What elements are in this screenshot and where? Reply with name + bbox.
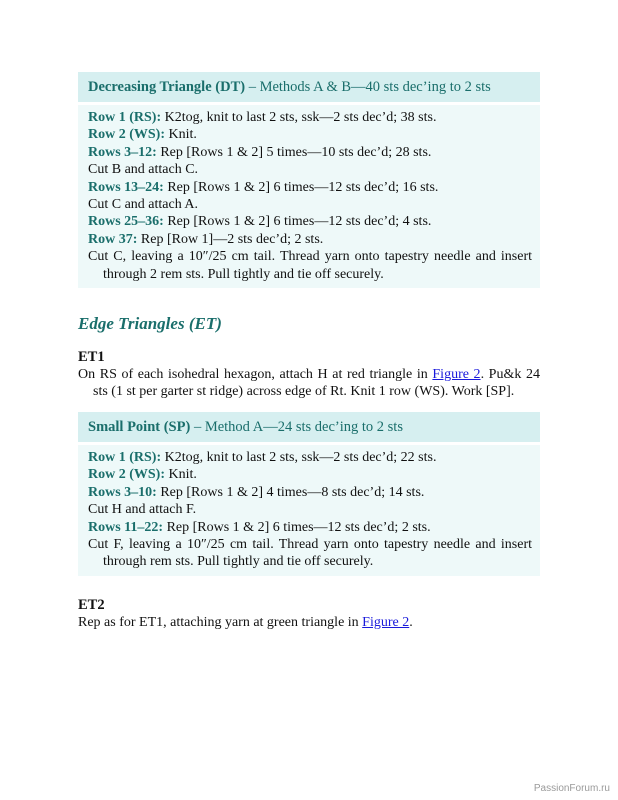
figure-2-link[interactable]: Figure 2 xyxy=(432,367,481,383)
row-text: K2tog, knit to last 2 sts, ssk—2 sts dec’d; 22 sts. xyxy=(161,449,437,465)
row-label: Row 2 (WS): xyxy=(88,467,165,483)
row-text: Cut B and attach C. xyxy=(88,162,199,178)
instruction-line xyxy=(88,449,532,466)
instruction-line xyxy=(88,231,532,248)
small-point-body xyxy=(78,445,540,576)
et1-heading: ET1 xyxy=(78,349,105,366)
row-text: Cut C and attach A. xyxy=(88,197,199,213)
instruction-line xyxy=(88,536,532,571)
et1-text-before: On RS of each isohedral hexagon, attach H at red triangle in xyxy=(78,367,433,383)
et2-text-before: Rep as for ET1, attaching yarn at green triangle in xyxy=(78,614,363,630)
et1-paragraph xyxy=(78,366,540,401)
instruction-line xyxy=(88,466,532,483)
row-text: Cut F, leaving a 10″/25 cm tail. Thread yarn onto tapestry needle and insert through rem sts. Pull tightly and tie off securely. xyxy=(88,536,532,570)
row-text: Cut C, leaving a 10″/25 cm tail. Thread yarn onto tapestry needle and insert through 2 rem sts. Pull tightly and tie off securely. xyxy=(88,249,532,282)
row-label: Rows 25–36: xyxy=(88,214,164,230)
row-label: Row 1 (RS): xyxy=(88,449,162,465)
instruction-line xyxy=(88,161,532,178)
row-text: Rep [Rows 1 & 2] 6 times—12 sts dec’d; 2 sts. xyxy=(163,519,431,535)
decreasing-triangle-box xyxy=(78,72,540,288)
et2-block xyxy=(78,596,540,631)
decreasing-triangle-subtitle: – Methods A & B—40 sts dec’ing to 2 sts xyxy=(245,79,491,95)
et2-paragraph xyxy=(78,614,540,631)
row-text: Knit. xyxy=(165,467,197,483)
row-label: Row 2 (WS): xyxy=(88,127,165,143)
row-text: Knit. xyxy=(165,127,197,143)
row-label: Rows 13–24: xyxy=(88,179,164,195)
row-text: Rep [Rows 1 & 2] 6 times—12 sts dec’d; 4 sts. xyxy=(163,214,432,230)
small-point-header xyxy=(78,412,540,442)
instruction-line xyxy=(88,484,532,501)
instruction-line xyxy=(88,519,532,536)
row-text: Rep [Rows 1 & 2] 6 times—12 sts dec’d; 16 sts. xyxy=(163,179,439,195)
et2-text-after: . xyxy=(409,614,413,630)
instruction-line xyxy=(88,501,532,518)
row-text: Rep [Rows 1 & 2] 4 times—8 sts dec’d; 14 sts. xyxy=(156,484,425,500)
instruction-line xyxy=(88,213,532,230)
small-point-box xyxy=(78,412,540,576)
instruction-line xyxy=(88,144,532,161)
row-text: K2tog, knit to last 2 sts, ssk—2 sts dec’d; 38 sts. xyxy=(161,110,437,125)
instruction-line xyxy=(88,179,532,196)
instruction-line xyxy=(88,109,532,126)
decreasing-triangle-body xyxy=(78,105,540,288)
decreasing-triangle-header xyxy=(78,72,540,102)
et2-heading: ET2 xyxy=(78,596,105,613)
instruction-line xyxy=(88,126,532,143)
row-text: Cut H and attach F. xyxy=(88,502,197,518)
small-point-subtitle: – Method A—24 sts dec’ing to 2 sts xyxy=(190,418,403,435)
watermark: PassionForum.ru xyxy=(533,783,610,794)
instruction-line xyxy=(88,196,532,213)
row-text: Rep [Row 1]—2 sts dec’d; 2 sts. xyxy=(137,231,324,247)
figure-2-link[interactable]: Figure 2 xyxy=(362,614,410,630)
row-label: Rows 3–12: xyxy=(88,144,157,160)
row-label: Row 37: xyxy=(88,231,138,247)
page-content xyxy=(78,72,540,631)
et1-text-after: . Pu&k 24 sts (1 st per garter st ridge) across edge of Rt. Knit 1 row (WS). Work [SP]. xyxy=(93,367,540,400)
row-label: Row 1 (RS): xyxy=(88,110,162,125)
section-title: Edge Triangles (ET) xyxy=(78,314,222,334)
row-text: Rep [Rows 1 & 2] 5 times—10 sts dec’d; 28 sts. xyxy=(156,144,432,160)
small-point-title: Small Point (SP) xyxy=(88,418,191,435)
row-label: Rows 3–10: xyxy=(88,484,157,500)
instruction-line xyxy=(88,248,532,283)
decreasing-triangle-title: Decreasing Triangle (DT) xyxy=(88,79,246,95)
row-label: Rows 11–22: xyxy=(88,519,164,535)
et1-block xyxy=(78,348,540,401)
